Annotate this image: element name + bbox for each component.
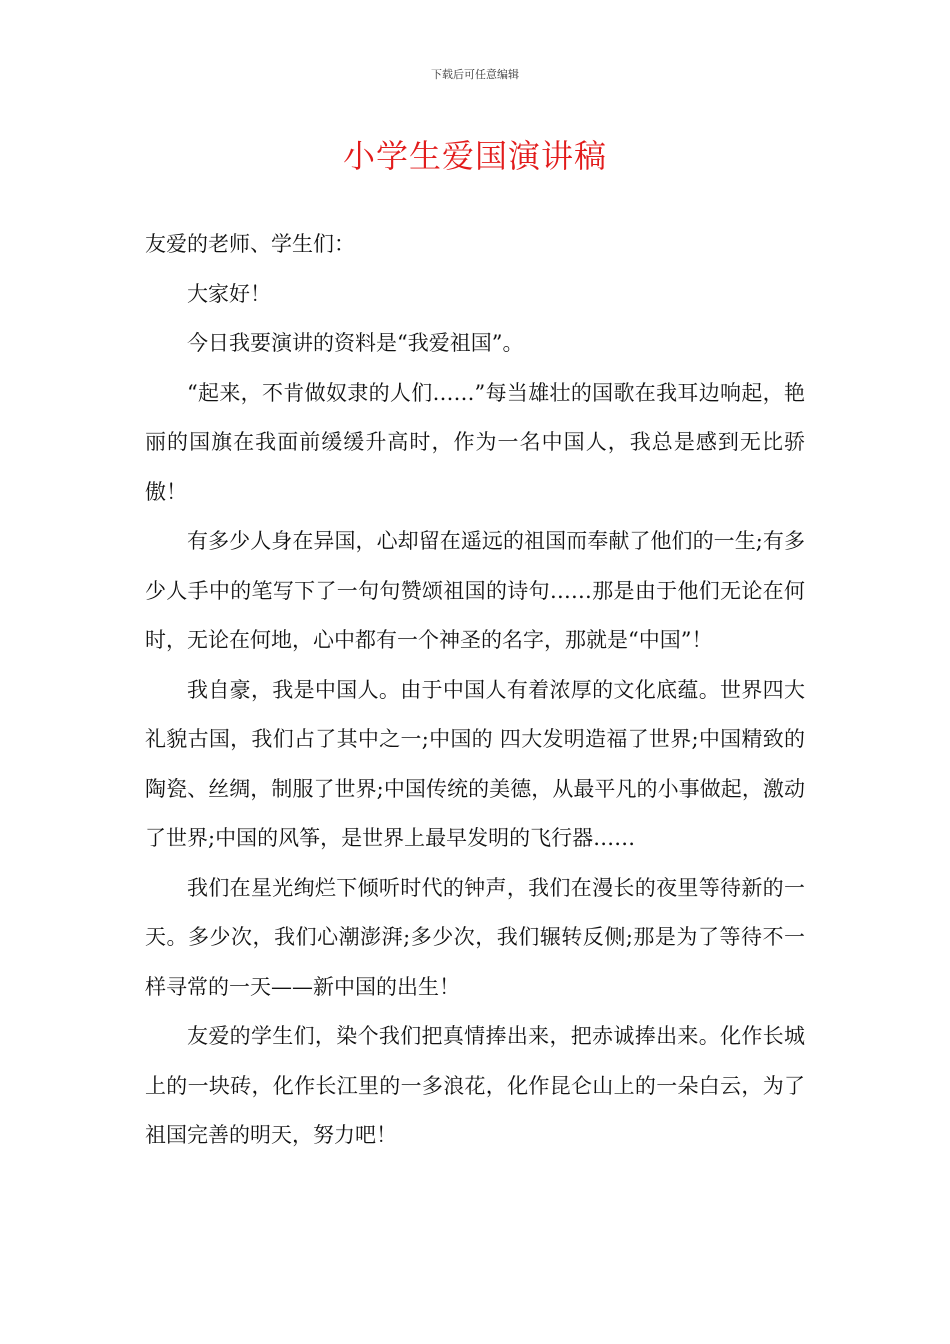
paragraph-overseas: 有多少人身在异国，心却留在遥远的祖国而奉献了他们的一生;有多少人手中的笔写下了一句句赞颂祖国的诗句……那是由于他们无论在何时，无论在何地，心中都有一个神圣的名字，那就是“中国”！ <box>145 529 805 652</box>
paragraph-new-china: 我们在星光绚烂下倾听时代的钟声，我们在漫长的夜里等待新的一天。多少次，我们心潮澎湃;多少次，我们辗转反侧;那是为了等待不一样寻常的一天——新中国的出生！ <box>145 875 805 999</box>
paragraph-pride: 我自豪，我是中国人。由于中国人有着浓厚的文化底蕴。世界四大礼貌古国，我们占了其中之一;中国的 四大发明造福了世界;中国精致的陶瓷、丝绸，制服了世界;中国传统的美德，从最平凡的小事做起，激动了世界;中国的风筝，是世界上最早发明的飞行器…… <box>145 677 805 850</box>
paragraph-greeting: 大家好！ <box>187 281 271 306</box>
paragraph-topic: 今日我要演讲的资料是“我爱祖国”。 <box>187 331 524 355</box>
paragraph-anthem: “起来，不肯做奴隶的人们……”每当雄壮的国歌在我耳边响起，艳丽的国旗在我面前缓缓升高时，作为一名中国人，我总是感到无比骄傲！ <box>145 380 805 504</box>
header-note: 下载后可任意编辑 <box>431 68 519 81</box>
document-title: 小学生爱国演讲稿 <box>342 137 607 175</box>
salutation: 友爱的老师、学生们： <box>145 232 355 256</box>
document-body <box>145 220 805 1161</box>
paragraph-closing: 友爱的学生们，染个我们把真情捧出来，把赤诚捧出来。化作长城上的一块砖，化作长江里的一多浪花，化作昆仑山上的一朵白云，为了祖国完善的明天，努力吧！ <box>145 1024 805 1147</box>
